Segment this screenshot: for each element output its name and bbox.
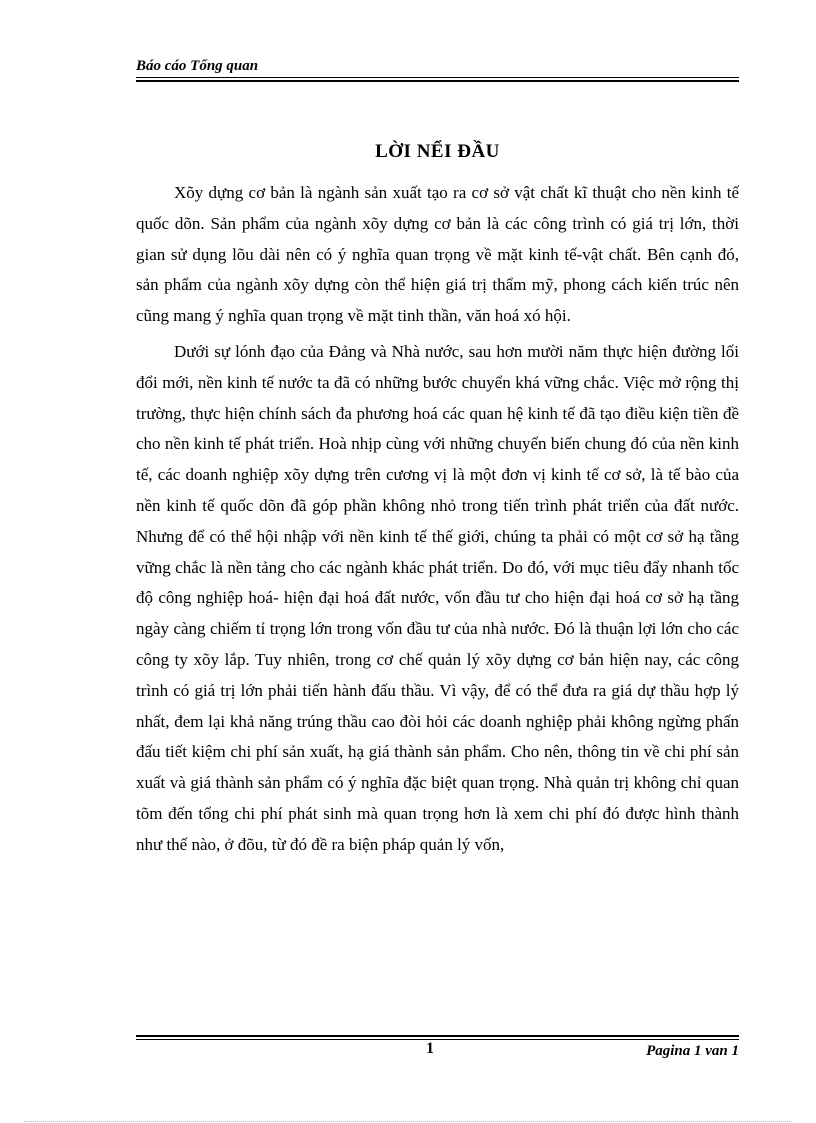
header-rule-thin [136, 77, 739, 78]
footer-rule-thin [136, 1039, 739, 1040]
header-rule-thick [136, 80, 739, 82]
paragraph-2: Dưới sự lónh đạo của Đảng và Nhà nước, sau hơn mười năm thực hiện đường lối đổi mới, nền kinh tế nước ta đã có những bước chuyển khá vững chắc. Việc mở rộng thị trường, thực hiện chính sách đa phương hoá các quan hệ kinh tế đã tạo điều kiện tiền đề cho nền kinh tế phát triển. Hoà nhịp cùng với những chuyển biến chung đó của nền kinh tế, các doanh nghiệp xõy dựng trên cương vị là một đơn vị kinh tế cơ sở, là tế bào của nền kinh tế quốc dõn đã góp phần không nhỏ trong tiến trình phát triển của đất nước. Nhưng để có thể hội nhập với nền kinh tế thế giới, chúng ta phải có một cơ sở hạ tầng vững chắc là nền tảng cho các ngành khác phát triển. Do đó, với mục tiêu đẩy nhanh tốc độ công nghiệp hoá- hiện đại hoá đất nước, vốn đầu tư cho hiện đại hoá cơ sở hạ tầng ngày càng chiếm tỉ trọng lớn trong vốn đầu tư của nhà nước. Đó là thuận lợi lớn cho các công ty xõy lắp. Tuy nhiên, trong cơ chế quản lý xõy dựng cơ bản hiện nay, các công trình có giá trị lớn phải tiến hành đấu thầu. Vì vậy, để có thể đưa ra giá dự thầu hợp lý nhất, đem lại khả năng trúng thầu cao đòi hỏi các doanh nghiệp phải không ngừng phấn đấu tiết kiệm chi phí sản xuất, hạ giá thành sản phẩm. Cho nên, thông tin về chi phí sản xuất và giá thành sản phẩm có ý nghĩa đặc biệt quan trọng. Nhà quản trị không chỉ quan tõm đến tổng chi phí phát sinh mà quan trọng hơn là xem chi phí đó được hình thành như thế nào, ở đõu, từ đó đề ra biện pháp quản lý vốn, [136, 341, 739, 854]
document-body [136, 178, 739, 866]
document-title: LỜI NỂI ĐẦU [375, 141, 500, 162]
page-bottom-dotted-line [24, 1121, 792, 1122]
footer-rule-thick [136, 1035, 739, 1037]
paragraph-1: Xõy dựng cơ bản là ngành sản xuất tạo ra cơ sở vật chất kĩ thuật cho nền kinh tế quốc dõn. Sản phẩm của ngành xõy dựng cơ bản là các công trình có giá trị lớn, thời gian sử dụng lõu dài nên có ý nghĩa quan trọng về mặt kinh tế-vật chất. Bên cạnh đó, sản phẩm của ngành xõy dựng còn thể hiện giá trị thẩm mỹ, phong cách kiến trúc nên cũng mang ý nghĩa quan trọng về mặt tinh thần, văn hoá xó hội. [136, 183, 739, 326]
page-number: 1 [426, 1040, 434, 1057]
page-label: Pagina 1 van 1 [646, 1043, 739, 1059]
header-title: Báo cáo Tổng quan [136, 58, 259, 74]
